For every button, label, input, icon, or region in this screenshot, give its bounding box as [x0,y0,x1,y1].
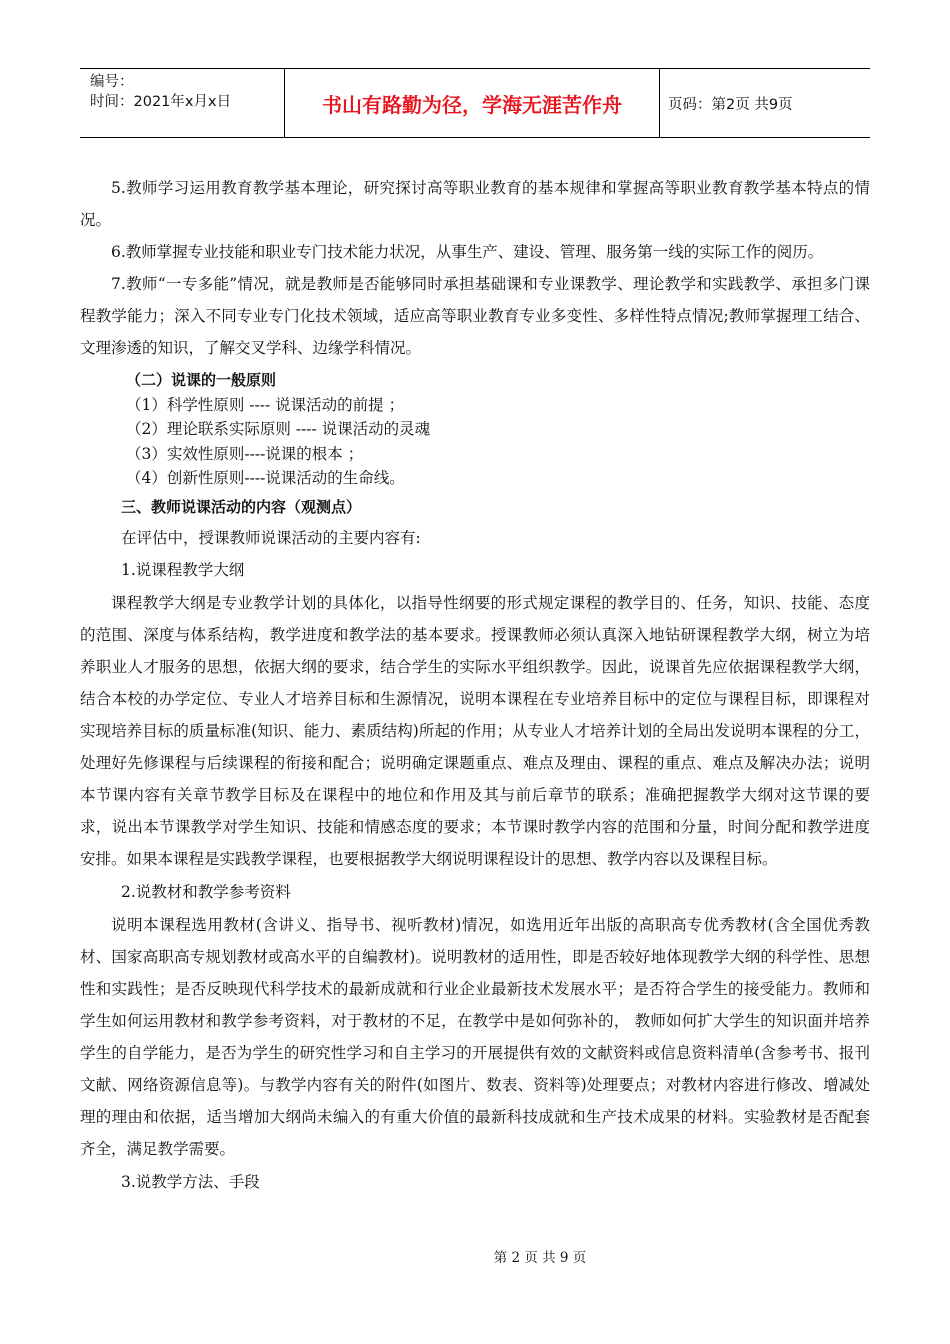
paragraph-5: 5.教师学习运用教育教学基本理论，研究探讨高等职业教育的基本规律和掌握高等职业教育教学基本特点的情况。 [80,179,870,229]
section-2-heading: （二）说课的一般原则 [126,371,277,389]
item-3-heading: 3.说教学方法、手段 [121,1172,260,1191]
page-footer [0,1246,950,1266]
principle-item: （3）实效性原则----说课的根本 ； [126,444,364,463]
principle-item: （1）科学性原则 ---- 说课活动的前提 ； [126,395,405,414]
document-body [80,172,870,1199]
paragraph-6: 6.教师掌握专业技能和职业专门技术能力状况，从事生产、建设、管理、服务第一线的实际工作的阅历。 [111,243,824,261]
header-motto: 书山有路勤为径，学海无涯苦作舟 [285,69,660,137]
item-1-text: 课程教学大纲是专业教学计划的具体化，以指导性纲要的形式规定课程的教学目的、任务，知识、技能、态度的范围、深度与体系结构，教学进度和教学法的基本要求。授课教师必须认真深入地钻研课程教学大纲，树立为培养职业人才服务的思想，依据大纲的要求，结合学生的实际水平组织教学。因此，说课首先应依据课程教学大纲，结合本校的办学定位、专业人才培养目标和生源情况，说明本课程在专业培养目标中的定位与课程目标，即课程对实现培养目标的质量标准(知识、能力、素质结构)所起的作用；从专业人才培养计划的全局出发说明本课程的分工，处理好先修课程与后续课程的衔接和配合；说明确定课题重点、难点及理由、课程的重点、难点及解决办法；说明本节课内容有关章节教学目标及在课程中的地位和作用及其与前后章节的联系；准确把握教学大纲对这节课的要求，说出本节课教学对学生知识、技能和情感态度的要求；本节课时教学内容的范围和分量，时间分配和教学进度安排。如果本课程是实践教学课程，也要根据教学大纲说明课程设计的思想、教学内容以及课程目标。 [80,593,870,868]
footer-page-number: 第 2 页 共 9 页 [493,1250,587,1266]
principle-item: （2）理论联系实际原则 ---- 说课活动的灵魂 [126,420,431,438]
item-2-text: 说明本课程选用教材(含讲义、指导书、视听教材)情况，如选用近年出版的高职高专优秀教材(含全国优秀教材、国家高职高专规划教材或高水平的自编教材)。说明教材的适用性，即是否较好地体现教学大纲的科学性、思想性和实践性；是否反映现代科学技术的最新成就和行业企业最新技术发展水平；是否符合学生的接受能力。教师和学生如何运用教材和教学参考资料，对于教材的不足，在教学中是如何弥补的， 教师如何扩大学生的知识面并培养学生的自学能力，是否为学生的研究性学习和自主学习的开展提供有效的文献资料或信息资料清单(含参考书、报刊文献、网络资源信息等)。与教学内容有关的附件(如图片、数表、资料等)处理要点；对教材内容进行修改、增减处理的理由和依据，适当增加大纲尚未编入的有重大价值的最新科技成就和生产技术成果的材料。实验教材是否配套齐全，满足教学需要。 [80,915,870,1158]
section-3-heading: 三、教师说课活动的内容（观测点） [121,497,362,516]
principle-item: （4）创新性原则----说课活动的生命线。 [126,469,405,487]
item-1-heading: 1.说课程教学大纲 [121,560,245,579]
item-2-heading: 2.说教材和教学参考资料 [121,882,291,901]
header-page-code: 页码：第2页 共9页 [668,96,793,113]
header-number-label: 编号： [90,74,134,90]
header-meta [80,69,285,137]
paragraph-7: 7.教师“一专多能”情况，就是教师是否能够同时承担基础课和专业课教学、理论教学和实践教学、承担多门课程教学能力；深入不同专业专门化技术领域，适应高等职业教育专业多变性、多样性特点情况;教师掌握理工结合、文理渗透的知识，了解交叉学科、边缘学科情况。 [80,275,870,357]
header-time-label: 时间：2021年x月x日 [90,94,232,110]
page-header [80,68,870,138]
section-3-intro: 在评估中，授课教师说课活动的主要内容有: [121,528,421,547]
